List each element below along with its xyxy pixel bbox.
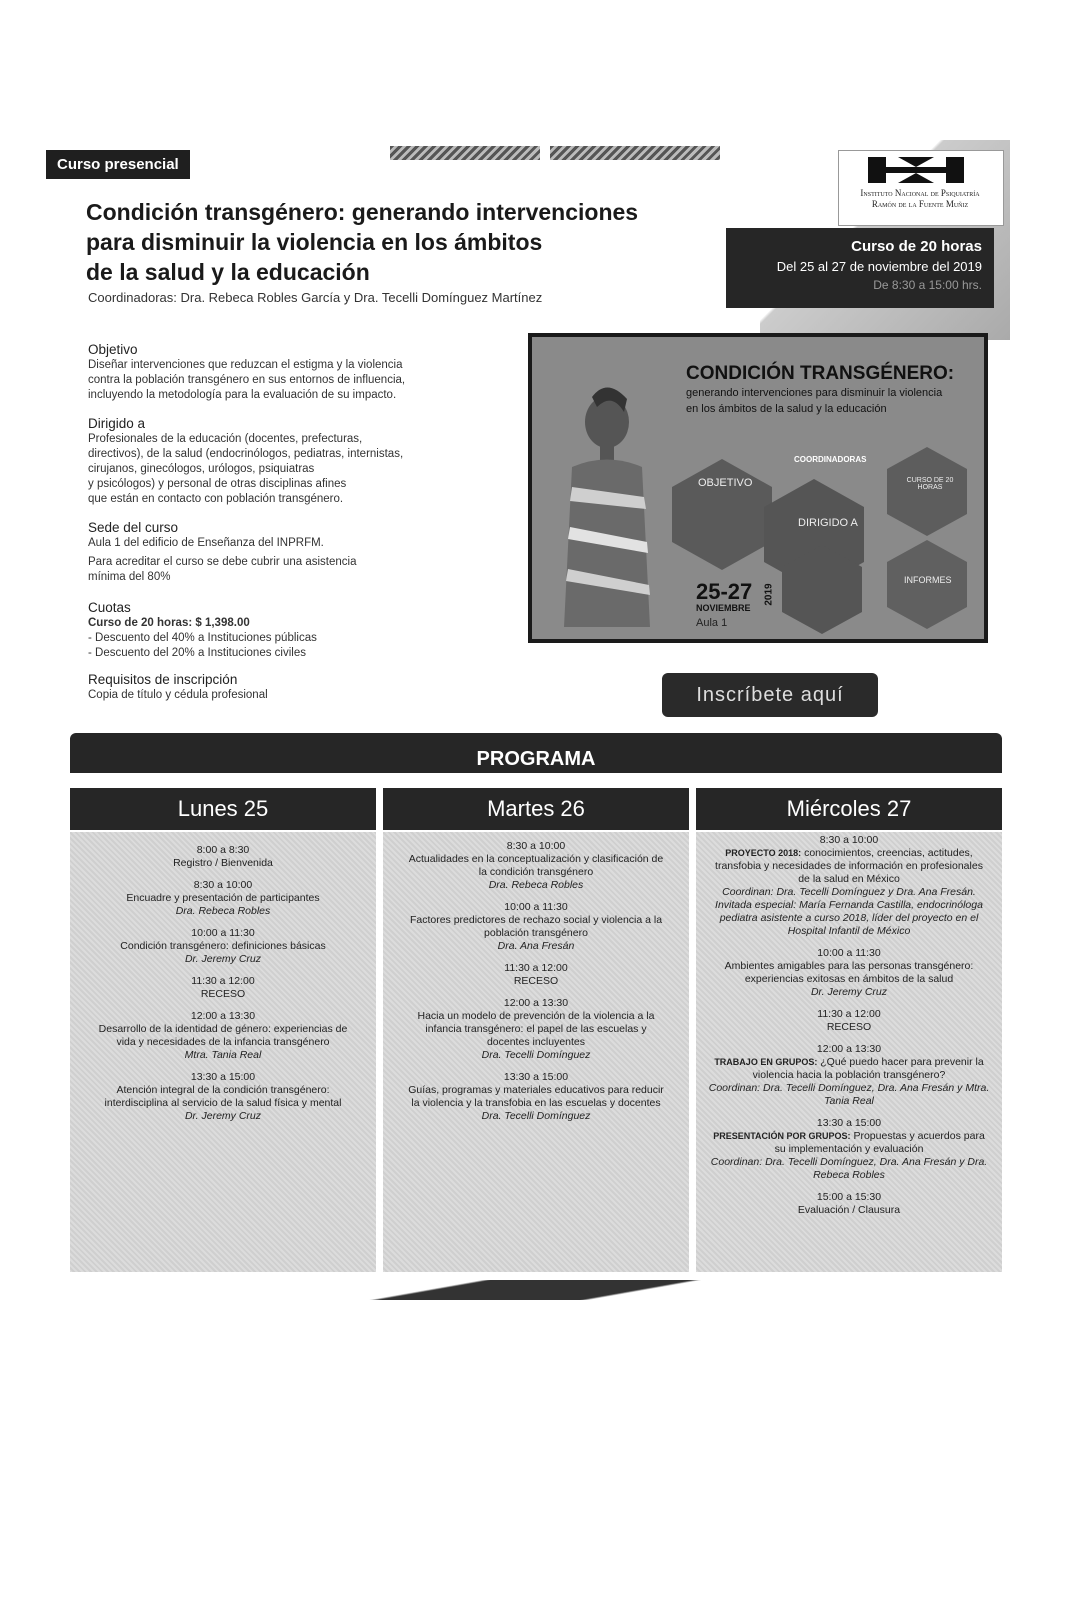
session-time: 13:30 a 15:00: [816, 1117, 882, 1129]
session-body: [708, 847, 990, 886]
session-body: [708, 1130, 990, 1156]
day-column-martes: [383, 832, 689, 1272]
session-time: 8:30 a 10:00: [506, 840, 566, 852]
session-speaker: Dr. Jeremy Cruz: [184, 953, 262, 965]
session-speaker: Dr. Jeremy Cruz: [810, 986, 888, 998]
program-entry: [708, 1117, 990, 1182]
day-header-lunes: Lunes 25: [70, 788, 376, 830]
session-title: RECESO: [200, 988, 246, 1000]
poster-hex-label: INFORMES: [904, 575, 952, 585]
session-speaker: Mtra. Tania Real: [184, 1049, 262, 1061]
session-title: Evaluación / Clausura: [797, 1204, 901, 1216]
session-time: 11:30 a 12:00: [817, 1008, 881, 1020]
program-entry: [407, 901, 665, 953]
session-time: 8:30 a 10:00: [193, 879, 253, 891]
section-heading: Sede del curso: [88, 520, 179, 535]
program-entry: [94, 927, 352, 966]
course-time: De 8:30 a 15:00 hrs.: [873, 278, 982, 292]
session-time: 10:00 a 11:30: [817, 947, 881, 959]
session-time: 12:00 a 13:30: [816, 1043, 882, 1055]
session-body: [94, 1084, 352, 1110]
objetivo-section: Objetivo Diseñar intervenciones que reduzcan el estigma y la violencia contra la población transgénero en sus entornos de influencia, incluyendo la metodología para la evaluación de su impacto.: [88, 342, 488, 403]
session-body: [94, 857, 352, 870]
session-body: [94, 988, 352, 1001]
session-title: RECESO: [513, 975, 559, 987]
course-type-tag: Curso presencial: [46, 150, 190, 179]
program-entry: [94, 1071, 352, 1123]
session-time: 12:00 a 13:30: [503, 997, 569, 1009]
session-time: 8:00 a 8:30: [196, 844, 250, 856]
course-hours: Curso de 20 horas: [851, 238, 982, 255]
session-speaker: Coordinan: Dra. Tecelli Domínguez, Dra. Ana Fresán y Mtra. Tania Real: [708, 1082, 990, 1107]
session-title: Registro / Bienvenida: [173, 857, 273, 869]
program-entry: [708, 1043, 990, 1108]
program-entry: [407, 997, 665, 1062]
session-body: [94, 892, 352, 905]
coordinators-text: Coordinadoras: Dra. Rebeca Robles García y Dra. Tecelli Domínguez Martínez: [88, 290, 543, 305]
session-body: [708, 960, 990, 986]
session-body: [407, 1010, 665, 1049]
poster-month: NOVIEMBRE: [696, 603, 751, 613]
programa-heading: PROGRAMA: [70, 733, 1002, 773]
institute-name: Instituto Nacional de Psiquiatría Ramón de la Fuente Muñiz: [860, 188, 980, 209]
dirigido-section: Dirigido a Profesionales de la educación (docentes, prefecturas, directivos), de la salud (endocrinólogos, pediatras, internistas, cirujanos, ginecólogos, urólogos, psiquiatras y psicólogos) y personal de otras disciplinas afines que están en contacto con población transgénero.: [88, 416, 488, 507]
session-speaker: Coordinan: Dra. Tecelli Domínguez y Dra. Ana Fresán. Invitada especial: María Fernanda Castilla, endocrinóloga pediatra asistente a curso 2018, líder del proyecto en el Hospital Infantil de México: [715, 886, 983, 937]
session-title: Encuadre y presentación de participantes: [126, 892, 320, 904]
decorative-stripe: [390, 146, 540, 160]
session-body: [407, 853, 665, 879]
session-title: Ambientes amigables para las personas transgénero: experiencias exitosas en ámbitos de la salud: [724, 960, 974, 985]
session-speaker: Dra. Tecelli Domínguez: [481, 1049, 591, 1061]
poster-title: CONDICIÓN TRANSGÉNERO:: [686, 363, 955, 384]
session-speaker: Coordinan: Dra. Tecelli Domínguez, Dra. Ana Fresán y Dra. Rebeca Robles: [710, 1156, 988, 1181]
poster-hex-label: OBJETIVO: [698, 477, 753, 489]
program-entry: [94, 879, 352, 918]
session-body: [708, 1021, 990, 1034]
session-time: 13:30 a 15:00: [503, 1071, 569, 1083]
section-heading: Dirigido a: [88, 416, 146, 431]
session-time: 10:00 a 11:30: [191, 927, 255, 939]
day-header-martes: Martes 26: [383, 788, 689, 830]
session-body: [94, 940, 352, 953]
session-speaker: Dra. Rebeca Robles: [488, 879, 584, 891]
course-dates: Del 25 al 27 de noviembre del 2019: [776, 259, 982, 274]
session-time: 11:30 a 12:00: [504, 962, 568, 974]
section-heading: Cuotas: [88, 600, 131, 615]
poster-subtitle: generando intervenciones para disminuir la violencia: [686, 387, 943, 399]
poster-hex-label: CURSO DE 20 HORAS: [906, 477, 954, 491]
poster-subtitle: en los ámbitos de la salud y la educación: [686, 403, 887, 415]
session-title: Guías, programas y materiales educativos para reducir la violencia y la transfobia en las escuelas y docentes: [408, 1084, 664, 1109]
poster-hex-label: DIRIGIDO A: [798, 517, 858, 529]
section-heading: Objetivo: [88, 342, 138, 357]
session-title: Factores predictores de rechazo social y violencia a la población transgénero: [409, 914, 663, 939]
session-title: conocimientos, creencias, actitudes, transfobia y necesidades de información en profesionales de la salud en México: [715, 847, 983, 885]
program-entry: [407, 1071, 665, 1123]
session-title: Actualidades en la conceptualización y clasificación de la condición transgénero: [408, 853, 664, 878]
session-prefix: PRESENTACIÓN POR GRUPOS:: [713, 1131, 851, 1141]
session-speaker: Dra. Rebeca Robles: [175, 905, 271, 917]
program-entry: [708, 947, 990, 999]
decorative-stripe: [60, 1280, 1000, 1300]
session-title: Propuestas y acuerdos para su implementación y evaluación: [774, 1130, 985, 1155]
session-time: 8:30 a 10:00: [819, 834, 879, 846]
session-time: 10:00 a 11:30: [504, 901, 568, 913]
session-time: 13:30 a 15:00: [190, 1071, 256, 1083]
institute-logo-icon: [868, 157, 964, 183]
day-column-miercoles: [696, 832, 1002, 1272]
program-entry: [94, 975, 352, 1001]
cuotas-section: Cuotas Curso de 20 horas: $ 1,398.00 - Descuento del 40% a Instituciones públicas - Descuento del 20% a Instituciones civiles: [88, 600, 488, 661]
session-body: [407, 1084, 665, 1110]
course-info-box: [726, 228, 994, 308]
session-speaker: Dra. Ana Fresán: [497, 940, 575, 952]
session-title: ¿Qué puedo hacer para prevenir la violencia hacia la población transgénero?: [752, 1056, 984, 1081]
session-body: [708, 1204, 990, 1217]
poster-year: 2019: [763, 583, 775, 606]
session-title: Desarrollo de la identidad de género: experiencias de vida y necesidades de la infancia transgénero: [98, 1023, 348, 1048]
session-time: 11:30 a 12:00: [191, 975, 255, 987]
day-column-lunes: [70, 832, 376, 1272]
session-body: [94, 1023, 352, 1049]
session-speaker: Dra. Tecelli Domínguez: [481, 1110, 591, 1122]
session-title: Condición transgénero: definiciones básicas: [120, 940, 326, 952]
program-entry: [94, 1010, 352, 1062]
session-prefix: PROYECTO 2018:: [725, 848, 802, 858]
poster-aula: Aula 1: [696, 617, 728, 629]
requisitos-section: Requisitos de inscripción Copia de título y cédula profesional: [88, 672, 488, 703]
session-title: RECESO: [826, 1021, 872, 1033]
enroll-button[interactable]: Inscríbete aquí: [662, 673, 878, 717]
session-body: [407, 975, 665, 988]
session-body: [407, 914, 665, 940]
poster-dates: 25-27: [696, 579, 753, 604]
program-entry: [708, 1191, 990, 1217]
session-body: [708, 1056, 990, 1082]
sede-section: Sede del curso Aula 1 del edificio de Enseñanza del INPRFM. Para acreditar el curso se debe cubrir una asistencia mínima del 80%: [88, 520, 488, 585]
page-title: Condición transgénero: generando intervenciones para disminuir la violencia en los ámbitos de la salud y la educación: [86, 199, 639, 285]
program-entry: [708, 1008, 990, 1034]
decorative-stripe: [550, 146, 720, 160]
poster-coord-label: COORDINADORAS: [794, 455, 867, 464]
program-entry: [708, 834, 990, 938]
program-entry: [407, 962, 665, 988]
session-time: 12:00 a 13:30: [190, 1010, 256, 1022]
day-header-miercoles: Miércoles 27: [696, 788, 1002, 830]
section-heading: Requisitos de inscripción: [88, 672, 238, 687]
session-time: 15:00 a 15:30: [816, 1191, 882, 1203]
session-speaker: Dr. Jeremy Cruz: [184, 1110, 262, 1122]
program-entry: [407, 840, 665, 892]
course-poster-image: [528, 333, 988, 643]
program-entry: [94, 844, 352, 870]
session-title: Hacia un modelo de prevención de la violencia a la infancia transgénero: el papel de las escuelas y docentes incluyentes: [417, 1010, 655, 1048]
session-title: Atención integral de la condición transgénero: interdisciplina al servicio de la salud física y mental: [104, 1084, 342, 1109]
session-prefix: TRABAJO EN GRUPOS:: [714, 1057, 818, 1067]
